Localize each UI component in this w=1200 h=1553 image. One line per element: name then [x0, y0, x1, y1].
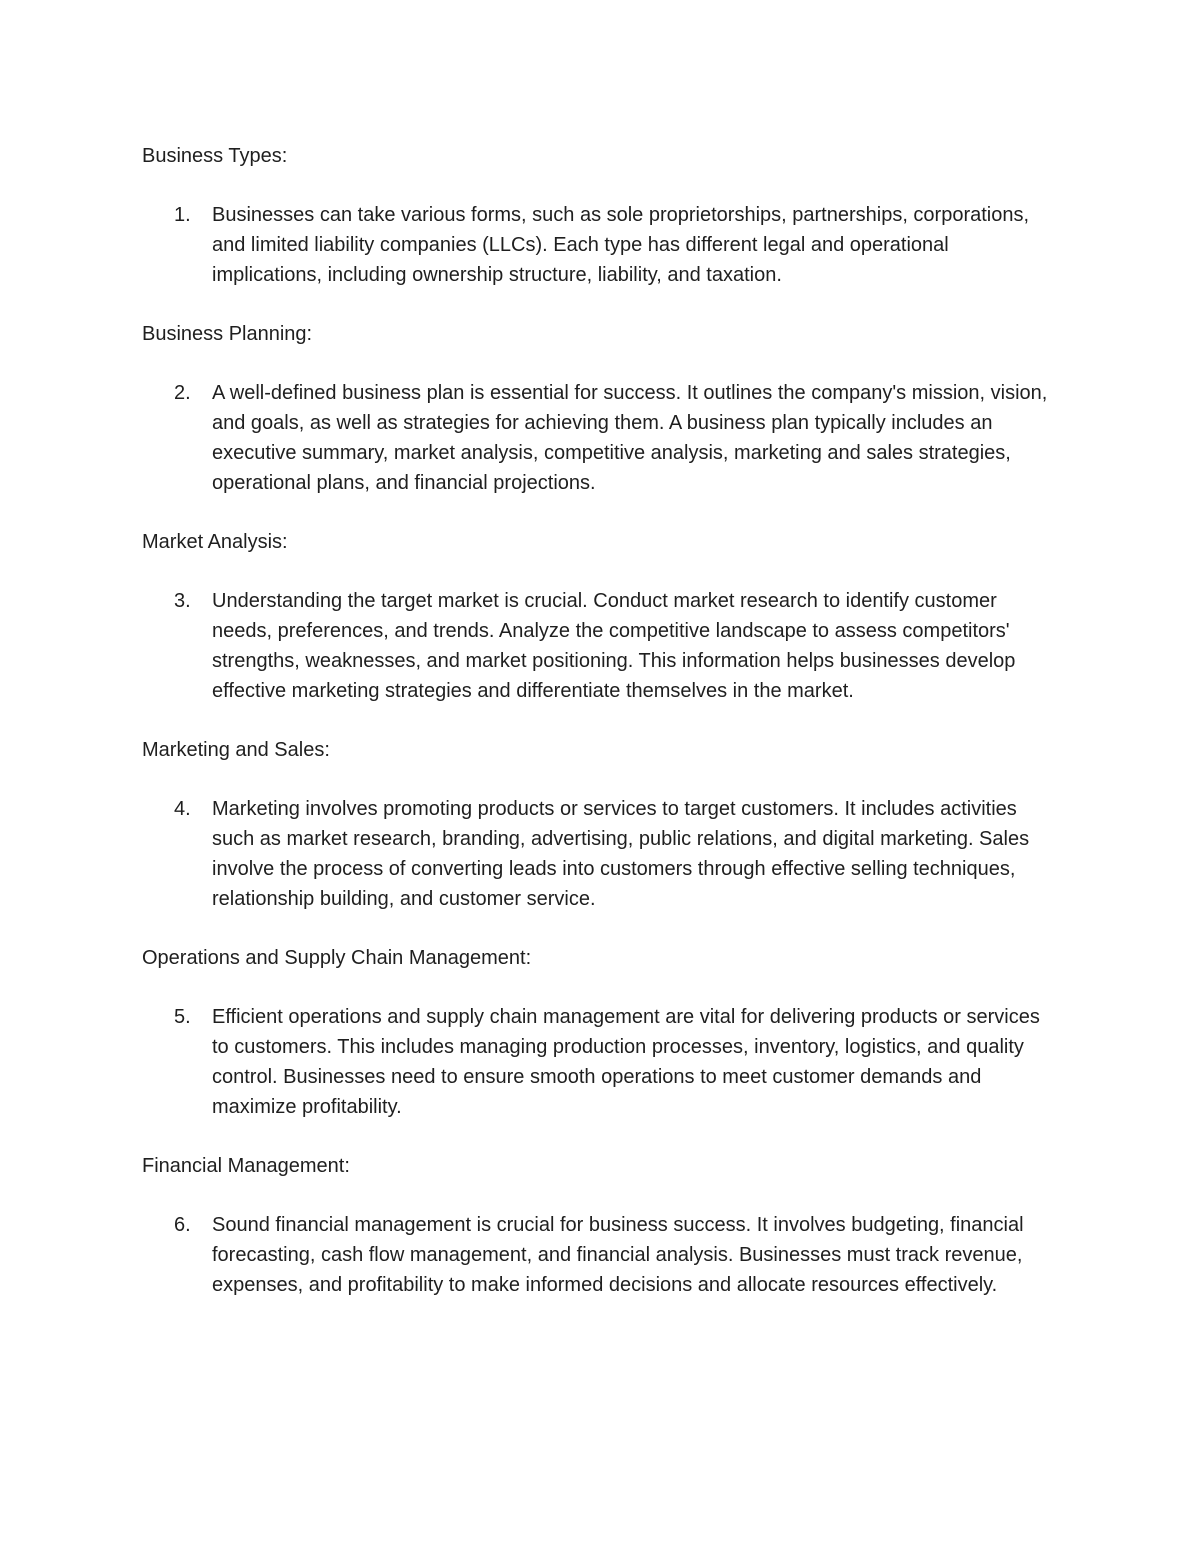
section-heading-operations: Operations and Supply Chain Management: [142, 947, 532, 969]
list-item-number: 5. [174, 1006, 191, 1028]
list-item-business-planning [142, 378, 1062, 498]
list-item-text: Sound financial management is crucial for business success. It involves budgeting, financial forecasting, cash flow management, and financial analysis. Businesses must track revenue, expenses, and profitability to make informed decisions and allocate resources effectively. [212, 1214, 1024, 1296]
list-item-market-analysis [142, 586, 1062, 706]
section-heading-market-analysis: Market Analysis: [142, 531, 288, 553]
list-item-text: A well-defined business plan is essential for success. It outlines the company's mission, vision, and goals, as well as strategies for achieving them. A business plan typically includes an executive summary, market analysis, competitive analysis, marketing and sales strategies, operational plans, and financial projections. [212, 382, 1048, 494]
list-item-operations [142, 1002, 1062, 1122]
list-item-number: 4. [174, 798, 191, 820]
list-item-marketing-and-sales [142, 794, 1062, 914]
list-item-number: 1. [174, 204, 191, 226]
list-item-financial-management [142, 1210, 1062, 1300]
list-item-text: Understanding the target market is crucial. Conduct market research to identify customer needs, preferences, and trends. Analyze the competitive landscape to assess competitors' strengths, weaknesses, and market positioning. This information helps businesses develop effective marketing strategies and differentiate themselves in the market. [212, 590, 1016, 702]
section-heading-business-types: Business Types: [142, 145, 288, 167]
section-heading-marketing-and-sales: Marketing and Sales: [142, 739, 330, 761]
list-item-number: 3. [174, 590, 191, 612]
document-body [142, 141, 1062, 1329]
list-item-text: Businesses can take various forms, such as sole proprietorships, partnerships, corporations, and limited liability companies (LLCs). Each type has different legal and operational implications, including ownership structure, liability, and taxation. [212, 204, 1030, 286]
list-item-business-types [142, 200, 1062, 290]
section-heading-business-planning: Business Planning: [142, 323, 313, 345]
list-item-text: Marketing involves promoting products or services to target customers. It includes activities such as market research, branding, advertising, public relations, and digital marketing. Sales involve the process of converting leads into customers through effective selling techniques, relationship building, and customer service. [212, 798, 1030, 910]
list-item-number: 2. [174, 382, 191, 404]
section-heading-financial-management: Financial Management: [142, 1155, 350, 1177]
list-item-number: 6. [174, 1214, 191, 1236]
list-item-text: Efficient operations and supply chain management are vital for delivering products or services to customers. This includes managing production processes, inventory, logistics, and quality control. Businesses need to ensure smooth operations to meet customer demands and maximize profitability. [212, 1006, 1040, 1118]
